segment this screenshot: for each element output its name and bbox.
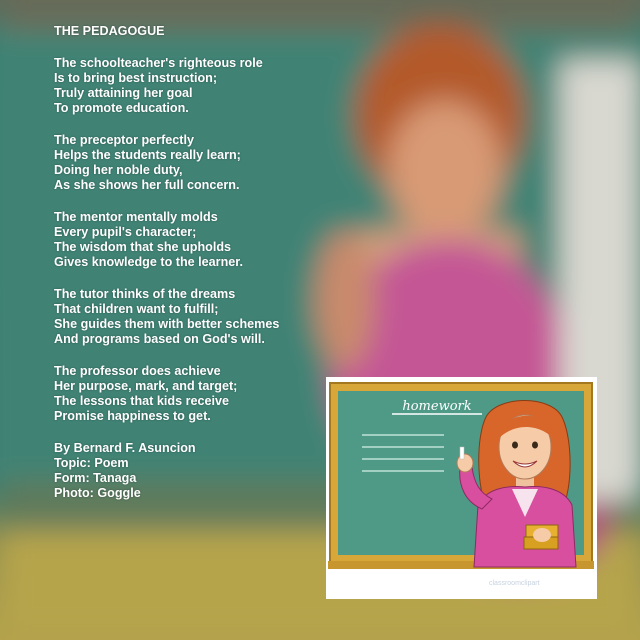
board-word-homework: homework: [402, 399, 472, 414]
poem-line: As she shows her full concern.: [54, 178, 240, 192]
poem-line: Doing her noble duty,: [54, 163, 183, 177]
poem-line: Gives knowledge to the learner.: [54, 255, 243, 269]
poem-line: Helps the students really learn;: [54, 148, 241, 162]
poem-line: The mentor mentally molds: [54, 210, 218, 224]
poem-text: [54, 24, 324, 501]
poem-stanza: [54, 56, 324, 116]
poem-line: The schoolteacher's righteous role: [54, 56, 263, 70]
poem-credits: [54, 441, 324, 501]
credit-author: By Bernard F. Asuncion: [54, 441, 196, 455]
poem-line: To promote education.: [54, 101, 189, 115]
poem-line: And programs based on God's will.: [54, 332, 265, 346]
poem-line: The wisdom that she upholds: [54, 240, 232, 254]
poem-title: THE PEDAGOGUE: [54, 24, 165, 38]
poem-line: That children want to fulfill;: [54, 302, 219, 316]
clipart-watermark: classroomclipart: [489, 580, 540, 587]
poem-stanza: [54, 133, 324, 193]
credit-topic: Topic: Poem: [54, 456, 129, 470]
credit-form: Form: Tanaga: [54, 471, 137, 485]
credit-photo: Photo: Goggle: [54, 486, 141, 500]
poem-line: Is to bring best instruction;: [54, 71, 218, 85]
poem-line: Every pupil's character;: [54, 225, 197, 239]
poem-line: The preceptor perfectly: [54, 133, 194, 147]
poem-line: The lessons that kids receive: [54, 394, 229, 408]
poem-stanza: [54, 364, 324, 424]
poem-line: Her purpose, mark, and target;: [54, 379, 238, 393]
poem-stanza: [54, 210, 324, 270]
poem-line: She guides them with better schemes: [54, 317, 280, 331]
poem-stanza: [54, 287, 324, 347]
poem-line: The tutor thinks of the dreams: [54, 287, 236, 301]
poem-line: Promise happiness to get.: [54, 409, 211, 423]
poem-line: The professor does achieve: [54, 364, 221, 378]
poem-line: Truly attaining her goal: [54, 86, 193, 100]
